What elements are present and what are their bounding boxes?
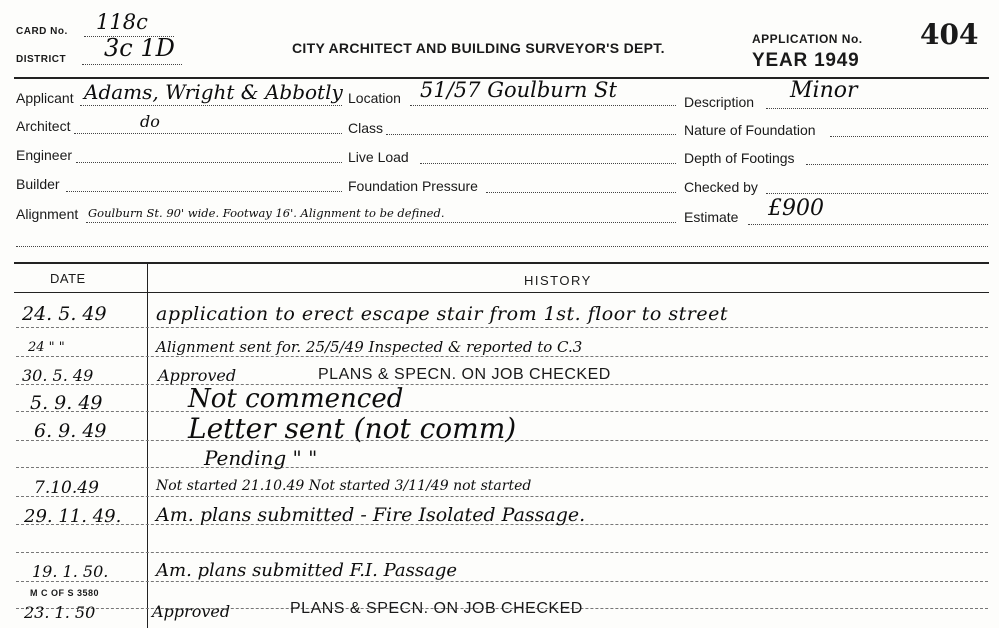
history-column-header: HISTORY (524, 273, 592, 288)
table-rule (16, 356, 988, 357)
table-rule (16, 496, 988, 497)
applicant-value: Adams, Wright & Abbotly (84, 80, 343, 104)
card-no-label: CARD No. (16, 26, 68, 37)
foundation-pressure-line (486, 192, 676, 193)
plans-checked-stamp: PLANS & SPECN. ON JOB CHECKED (290, 600, 583, 617)
date-column-header: DATE (50, 271, 86, 286)
table-header-rule (14, 292, 989, 293)
history-entry: Approved (158, 366, 237, 385)
history-entry: Am. plans submitted F.I. Passage (156, 560, 457, 581)
alignment-line (86, 222, 676, 223)
alignment-value: Goulburn St. 90' wide. Footway 16'. Alignment to be defined. (88, 206, 445, 220)
history-date: 30. 5. 49 (22, 366, 94, 385)
live-load-label: Live Load (348, 149, 409, 165)
class-label: Class (348, 120, 384, 136)
history-date: 24 " " (28, 340, 65, 355)
checked-by-label: Checked by (684, 179, 758, 195)
description-label: Description (684, 94, 755, 110)
application-label: APPLICATION No. (752, 32, 863, 46)
location-label: Location (348, 90, 401, 106)
application-number: 404 (920, 18, 979, 51)
location-line (410, 105, 676, 106)
applicant-label: Applicant (16, 90, 74, 106)
engineer-line (76, 162, 342, 163)
history-date: 24. 5. 49 (22, 303, 107, 325)
history-date: 6. 9. 49 (34, 420, 107, 442)
builder-label: Builder (16, 176, 60, 192)
extra-line (16, 246, 988, 247)
card-no-value: 118c (96, 10, 148, 34)
foundation-pressure-label: Foundation Pressure (348, 178, 478, 194)
estimate-line (748, 224, 988, 225)
district-label: DISTRICT (16, 54, 67, 65)
class-line (386, 134, 676, 135)
district-line (82, 64, 182, 65)
form-code: M C OF S 3580 (30, 588, 100, 598)
history-entry: application to erect escape stair from 1st. floor to street (156, 303, 729, 325)
checked-by-line (766, 193, 988, 194)
estimate-value: £900 (768, 196, 824, 221)
history-entry: Pending " " (204, 446, 318, 470)
table-top-rule (14, 262, 989, 264)
description-line (766, 108, 988, 109)
history-entry: Approved (152, 602, 231, 621)
footing-depth-line (806, 164, 988, 165)
history-entry: Am. plans submitted - Fire Isolated Passage. (156, 504, 586, 526)
alignment-label: Alignment (16, 206, 79, 222)
engineer-label: Engineer (16, 147, 73, 163)
description-value: Minor (790, 78, 858, 103)
history-date: 29. 11. 49. (24, 506, 122, 527)
architect-label: Architect (16, 118, 71, 134)
live-load-line (420, 163, 676, 164)
applicant-line (80, 105, 342, 106)
table-rule (16, 581, 988, 582)
history-entry: Not commenced (188, 384, 404, 414)
history-date: 5. 9. 49 (30, 392, 103, 414)
table-rule (16, 552, 988, 553)
department-title: CITY ARCHITECT AND BUILDING SURVEYOR'S DEPT. (292, 40, 665, 56)
table-column-divider (147, 263, 148, 628)
history-entry: Letter sent (not comm) (188, 412, 517, 445)
plans-checked-stamp: PLANS & SPECN. ON JOB CHECKED (318, 366, 611, 383)
history-entry: Alignment sent for. 25/5/49 Inspected & reported to C.3 (156, 338, 583, 356)
architect-value: do (140, 112, 160, 131)
history-date: 23. 1. 50 (24, 603, 96, 622)
footing-depth-label: Depth of Footings (684, 150, 795, 166)
foundation-nature-line (830, 136, 988, 137)
estimate-label: Estimate (684, 209, 739, 225)
table-rule (16, 327, 988, 328)
builder-line (66, 191, 342, 192)
architect-line (74, 133, 342, 134)
year-label: YEAR 1949 (752, 50, 860, 71)
foundation-nature-label: Nature of Foundation (684, 122, 816, 138)
location-value: 51/57 Goulburn St (420, 78, 617, 102)
history-date: 19. 1. 50. (32, 562, 109, 581)
history-entry: Not started 21.10.49 Not started 3/11/49 not started (156, 478, 532, 494)
history-date: 7.10.49 (34, 478, 99, 498)
district-value: 3c 1D (104, 34, 175, 62)
table-rule (16, 467, 988, 468)
